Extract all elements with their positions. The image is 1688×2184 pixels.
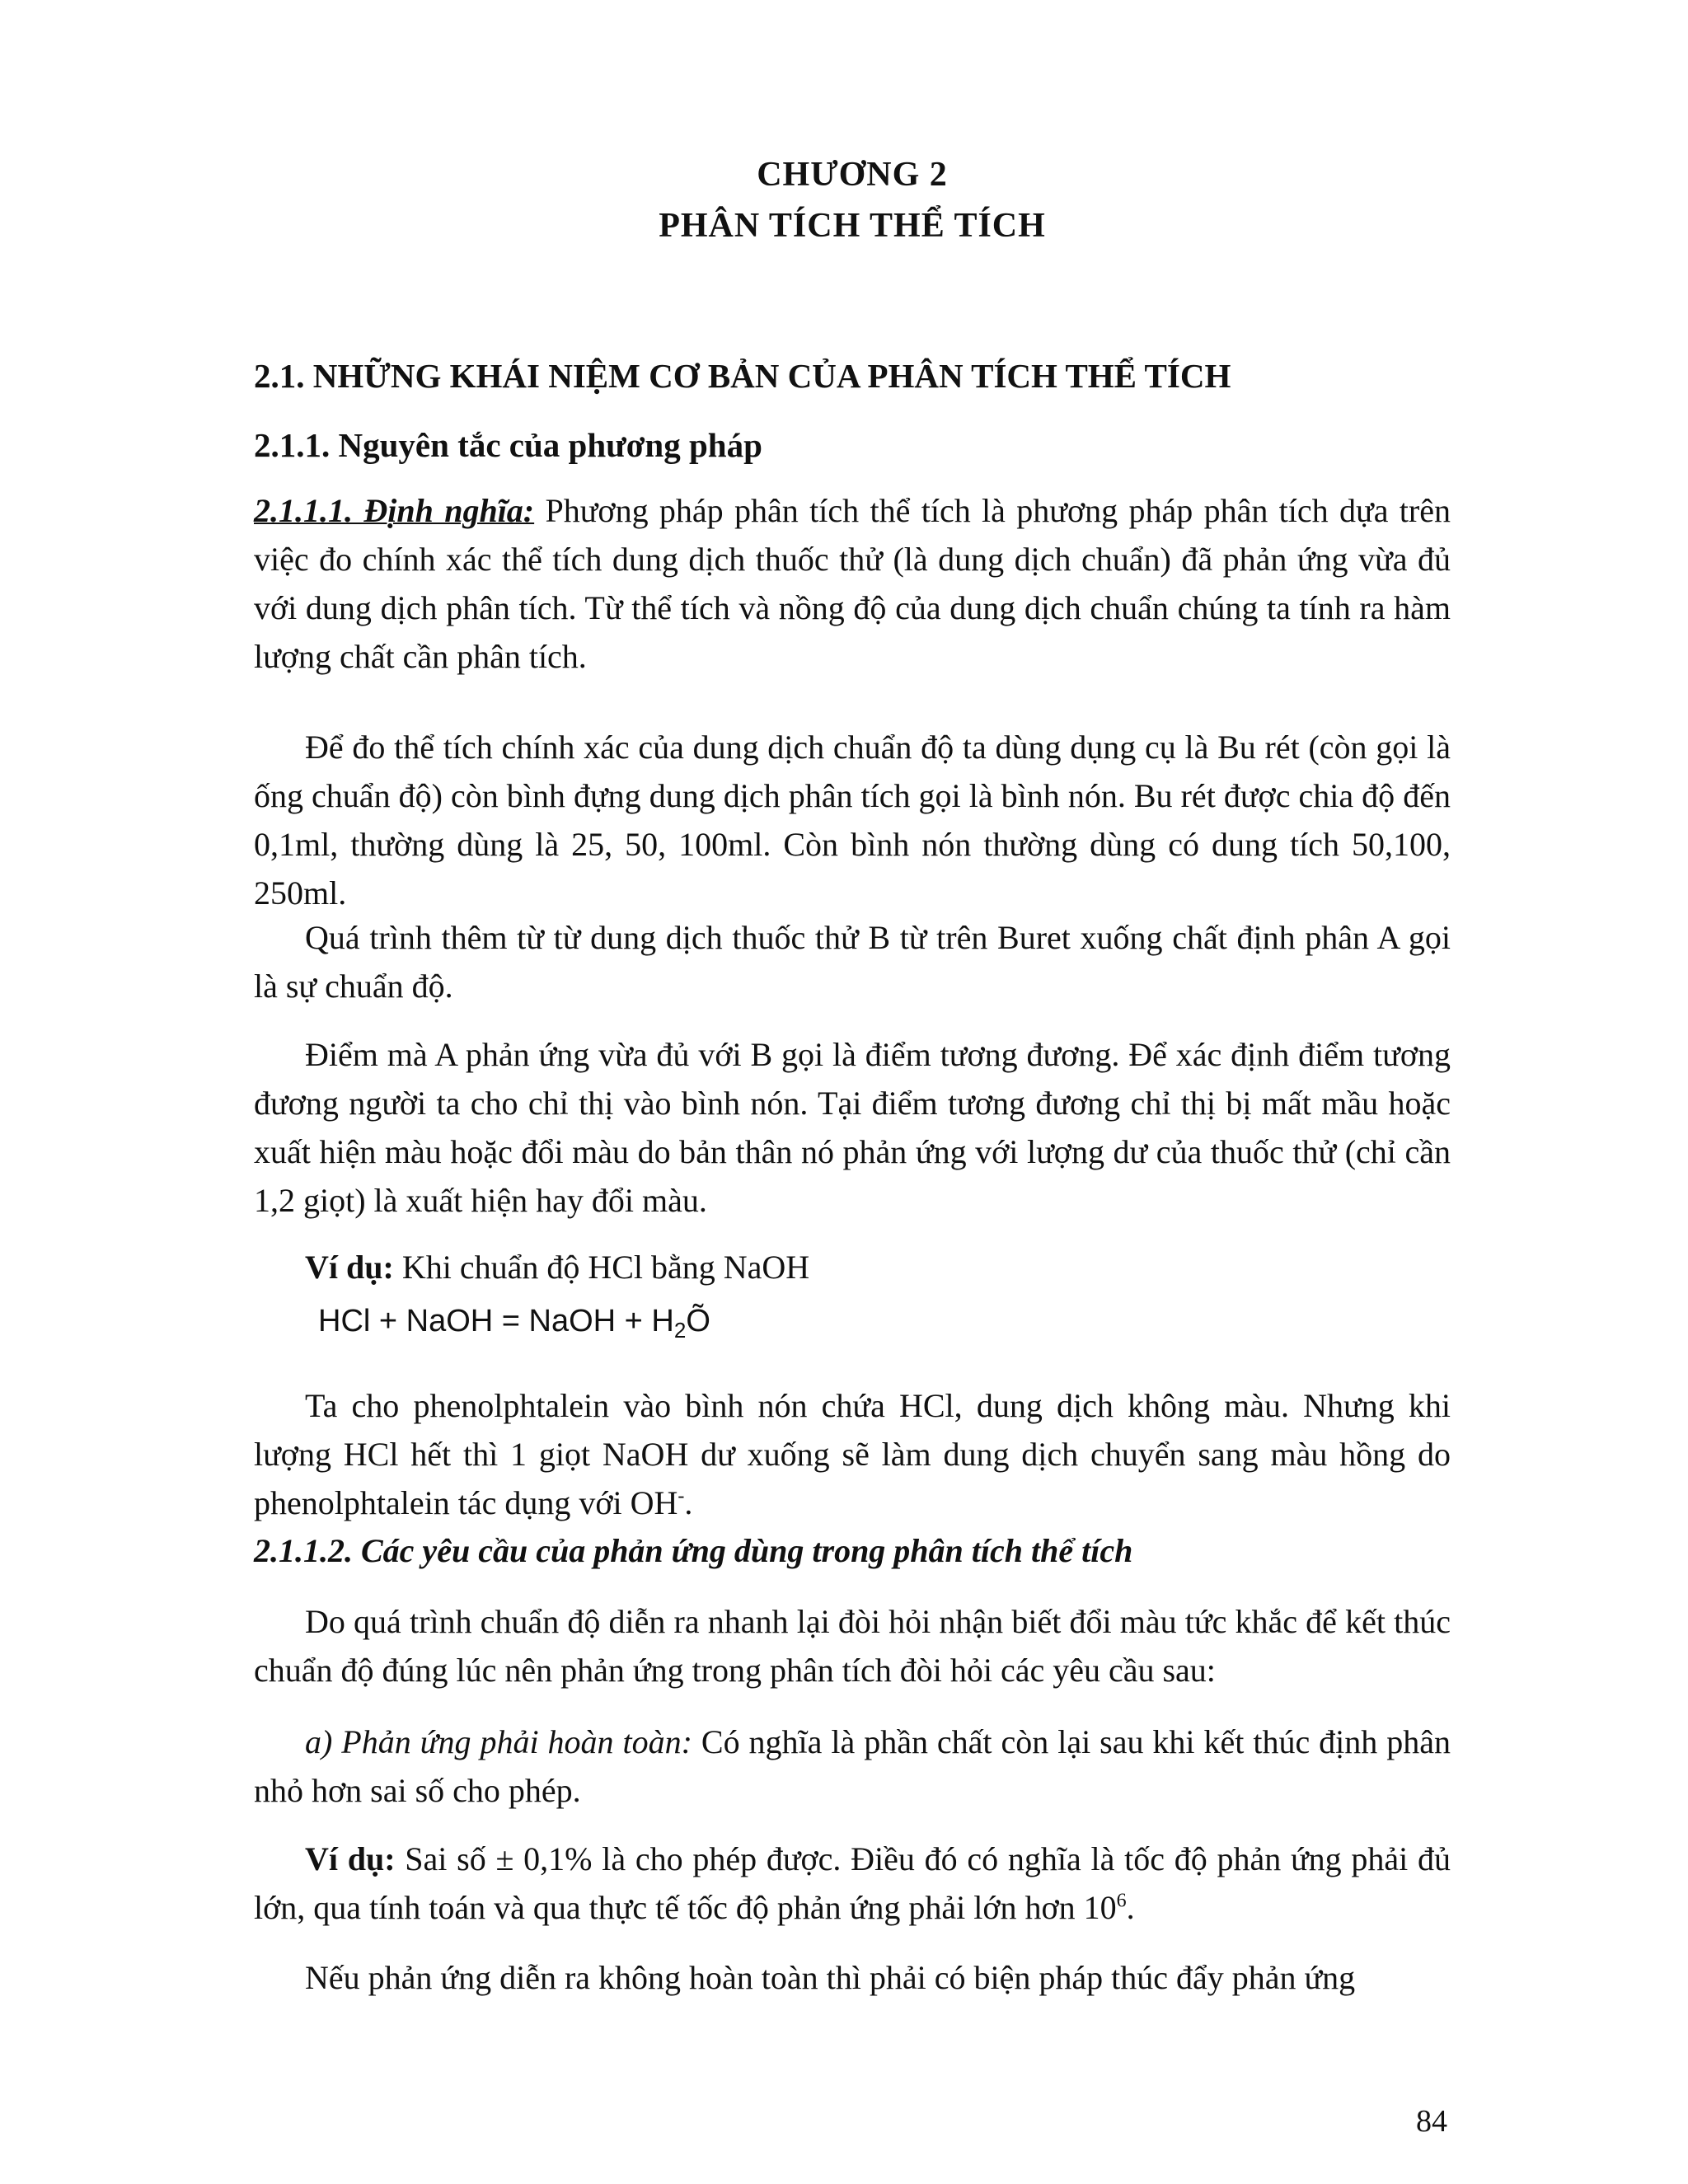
paragraph-incomplete-reaction: Nếu phản ứng diễn ra không hoàn toàn thì phải có biện pháp thúc đẩy phản ứng: [305, 1959, 1356, 1996]
phenolphthalein-end: .: [684, 1484, 693, 1521]
paragraph-equivalence-point: Điểm mà A phản ứng vừa đủ với B gọi là điểm tương đương. Để xác định điểm tương đương người ta cho chỉ thị vào bình nón. Tại điểm tương đương chỉ thị bị mất mầu hoặc xuất hiện màu hoặc đổi màu do bản thân nó phản ứng với lượng dư của thuốc thử (chỉ cần 1,2 giọt) là xuất hiện hay đổi màu.: [254, 1036, 1451, 1219]
paragraph-titration: Quá trình thêm từ từ dung dịch thuốc thử B từ trên Buret xuống chất định phân A gọi là sự chuẩn độ.: [254, 919, 1451, 1005]
example-1-text: Khi chuẩn độ HCl bằng NaOH: [393, 1249, 810, 1286]
requirement-a-label: a) Phản ứng phải hoàn toàn:: [305, 1723, 692, 1760]
document-page: [254, 0, 1451, 2184]
example-2-label: Ví dụ:: [305, 1840, 396, 1877]
subsection-heading: 2.1.1. Nguyên tắc của phương pháp: [254, 426, 762, 464]
chapter-number: CHƯƠNG 2: [757, 156, 948, 194]
example-1-label: Ví dụ:: [305, 1249, 394, 1286]
equation-tail: Õ: [686, 1304, 710, 1338]
paragraph-requirements-intro: Do quá trình chuẩn độ diễn ra nhanh lại đòi hỏi nhận biết đổi màu tức khắc để kết thúc chuẩn độ đúng lúc nên phản ứng trong phân tích đòi hỏi các yêu cầu sau:: [254, 1603, 1451, 1689]
example-2-end: .: [1126, 1889, 1135, 1926]
hydroxide-charge: -: [678, 1485, 685, 1507]
reaction-equation: [318, 1304, 710, 1343]
definition-paragraph: [254, 486, 1451, 681]
definition-label: 2.1.1.1. Định nghĩa:: [254, 492, 535, 529]
example-2-exponent: 6: [1116, 1890, 1127, 1912]
section-heading: 2.1. NHỮNG KHÁI NIỆM CƠ BẢN CỦA PHÂN TÍCH THỂ TÍCH: [254, 357, 1231, 395]
requirement-a: [254, 1718, 1451, 1815]
phenolphthalein-text: Ta cho phenolphtalein vào bình nón chứa HCl, dung dịch không màu. Nhưng khi lượng HCl hết thì 1 giọt NaOH dư xuống sẽ làm dung dịch chuyển sang màu hồng do phenolphtalein tác dụng với OH: [254, 1387, 1451, 1521]
equation-main: HCl + NaOH = NaOH + H: [318, 1304, 674, 1338]
definition-text: Phương pháp phân tích thể tích là phương pháp phân tích dựa trên việc đo chính xác thể tích dung dịch thuốc thử (là dung dịch chuẩn) đã phản ứng vừa đủ với dung dịch phân tích. Từ thể tích và nồng độ của dung dịch chuẩn chúng ta tính ra hàm lượng chất cần phân tích.: [254, 492, 1451, 675]
paragraph-phenolphthalein: [254, 1381, 1451, 1527]
chapter-title: PHÂN TÍCH THỂ TÍCH: [659, 207, 1046, 245]
requirement-a-text: Có nghĩa là phần chất còn lại sau khi kết thúc định phân nhỏ hơn sai số cho phép.: [254, 1723, 1451, 1809]
example-1: [254, 1243, 1451, 1291]
equation-subscript: 2: [673, 1318, 687, 1343]
example-2-text: Sai số ± 0,1% là cho phép được. Điều đó có nghĩa là tốc độ phản ứng phải đủ lớn, qua tính toán và qua thực tế tốc độ phản ứng phải lớn hơn 10: [254, 1840, 1451, 1926]
subsection-requirements-heading: 2.1.1.2. Các yêu cầu của phản ứng dùng trong phân tích thể tích: [254, 1532, 1133, 1569]
example-2: [254, 1835, 1451, 1932]
paragraph-burette: Để đo thể tích chính xác của dung dịch chuẩn độ ta dùng dụng cụ là Bu rét (còn gọi là ống chuẩn độ) còn bình đựng dung dịch phân tích gọi là bình nón. Bu rét được chia độ đến 0,1ml, thường dùng là 25, 50, 100ml. Còn bình nón thường dùng có dung tích 50,100, 250ml.: [254, 729, 1451, 912]
page-number: 84: [1416, 2104, 1447, 2139]
